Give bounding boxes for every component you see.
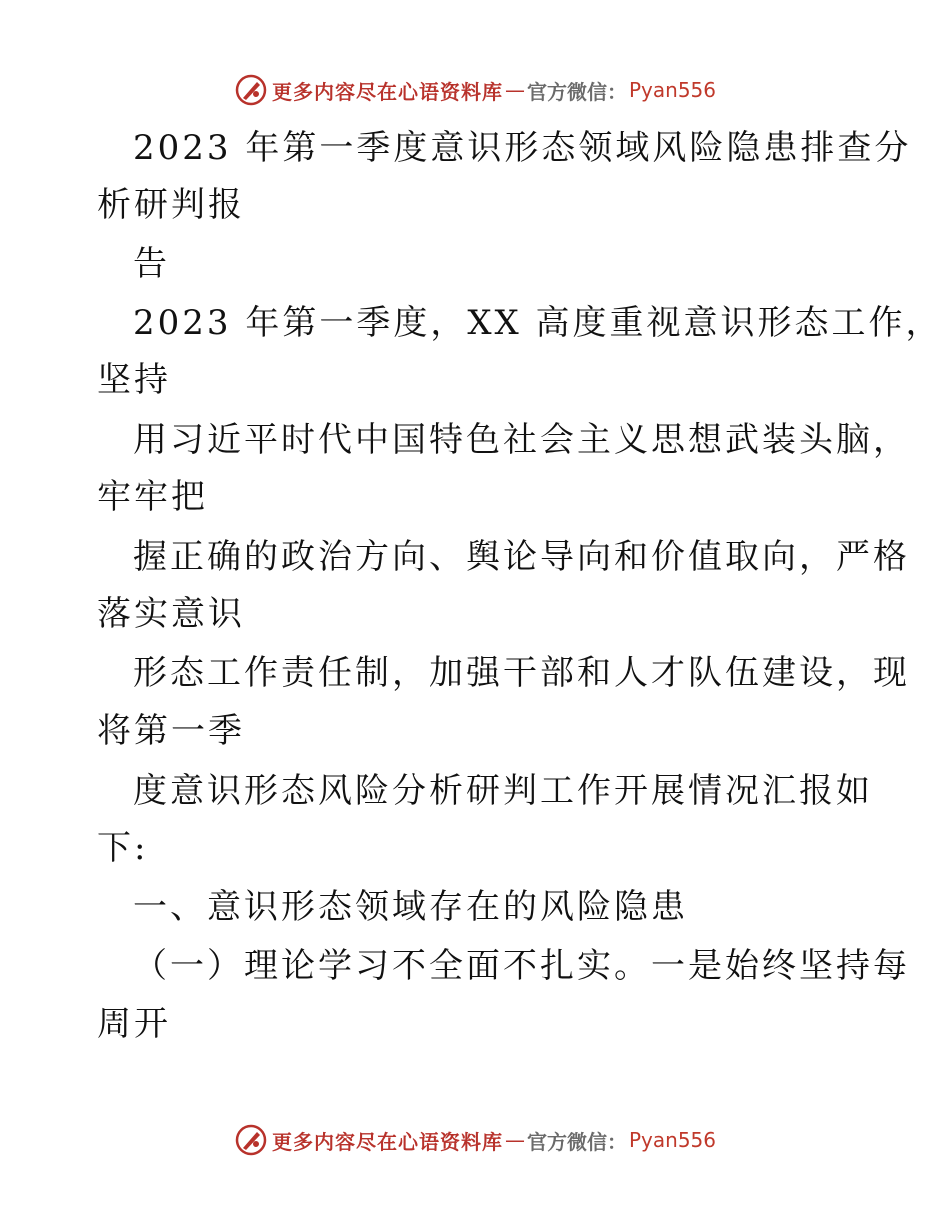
watermark-contact-id: Pyan556 [628,1128,716,1152]
doc-paragraph-line: 用习近平时代中国特色社会主义思想武装头脑， [133,420,910,460]
watermark-banner-top [0,70,950,110]
doc-paragraph-line: 周开 [97,1004,171,1044]
watermark-separator: — [504,1128,525,1152]
doc-subsection-line: （一）理论学习不全面不扎实。一是始终坚持每 [133,946,910,986]
watermark-contact-id: Pyan556 [628,78,716,102]
doc-paragraph-line: 落实意识 [97,594,245,634]
doc-paragraph-line: 将第一季 [97,711,245,751]
watermark-separator: — [504,78,525,102]
doc-paragraph-line: 度意识形态风险分析研判工作开展情况汇报如 [133,771,873,811]
doc-paragraph-line: 下: [97,828,149,868]
watermark-banner-bottom [0,1120,950,1160]
watermark-site: 更多内容尽在心语资料库 [271,1129,503,1154]
doc-title-line-1: 2023 年第一季度意识形态领域风险隐患排查分 [133,128,912,168]
doc-paragraph-line: 2023 年第一季度，XX 高度重视意识形态工作， [133,303,943,343]
doc-paragraph-line: 牢牢把 [97,477,208,517]
watermark-contact-label: 官方微信： [526,79,627,104]
quill-circle-logo-icon [234,1123,268,1157]
doc-section-heading: 一、意识形态领域存在的风险隐患 [133,887,688,927]
doc-title-line-3: 告 [133,244,170,284]
watermark-contact-label: 官方微信： [526,1129,627,1154]
doc-title-line-2: 析研判报 [97,185,245,225]
watermark-site: 更多内容尽在心语资料库 [271,79,503,104]
doc-paragraph-line: 形态工作责任制，加强干部和人才队伍建设，现 [133,653,910,693]
doc-paragraph-line: 坚持 [97,360,171,400]
doc-paragraph-line: 握正确的政治方向、舆论导向和价值取向，严格 [133,537,910,577]
quill-circle-logo-icon [234,73,268,107]
